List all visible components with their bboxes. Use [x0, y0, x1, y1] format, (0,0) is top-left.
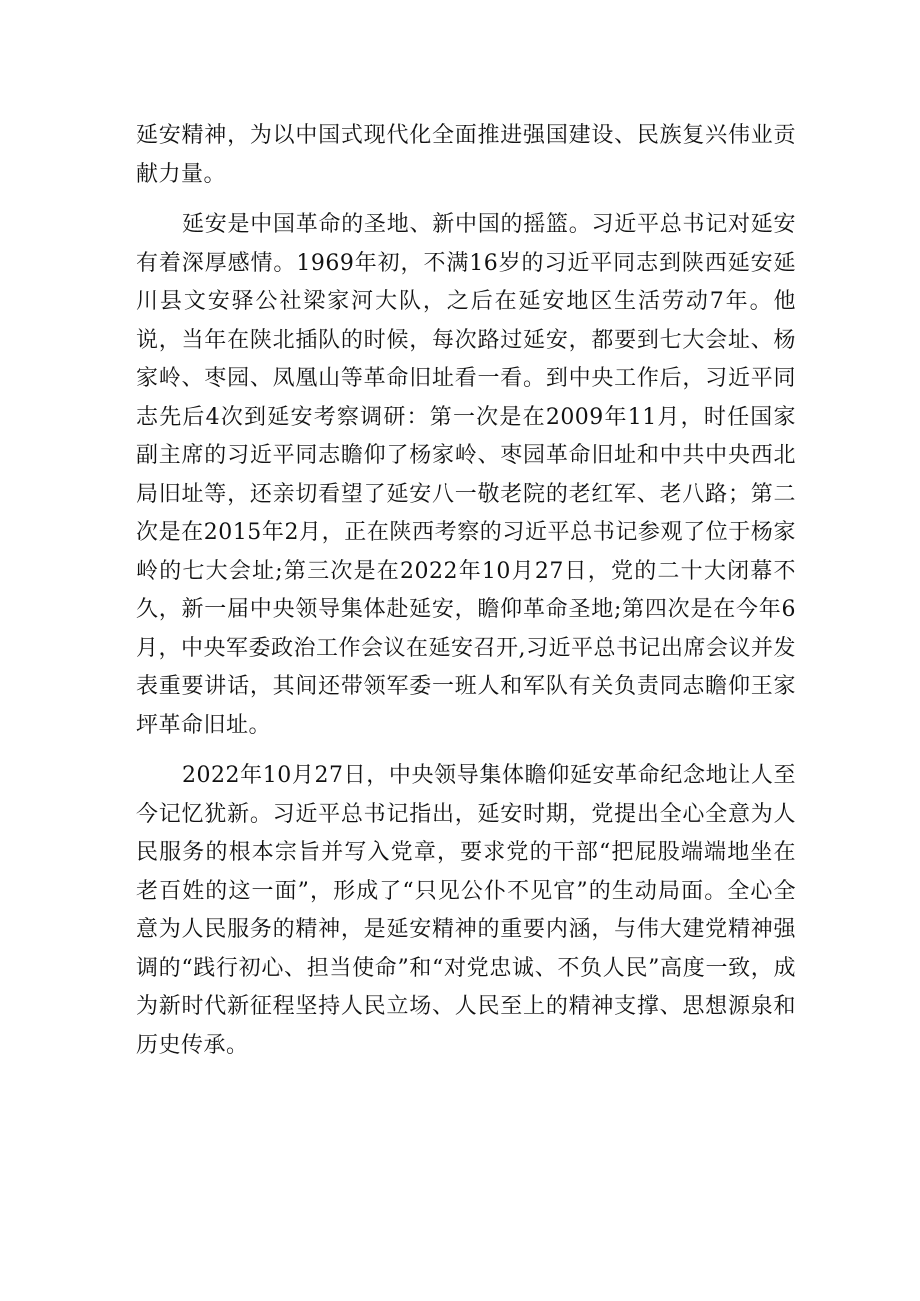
- paragraph-yanan-history: 延安是中国革命的圣地、新中国的摇篮。习近平总书记对延安有着深厚感情。1969年初，不满16岁的习近平同志到陕西延安延川县文安驿公社梁家河大队，之后在延安地区生活劳动7年。他说，当年在陕北插队的时候，每次路过延安，都要到七大会址、杨家岭、枣园、凤凰山等革命旧址看一看。到中央工作后，习近平同志先后4次到延安考察调研：第一次是在2009年11月，时任国家副主席的习近平同志瞻仰了杨家岭、枣园革命旧址和中共中央西北局旧址等，还亲切看望了延安八一敬老院的老红军、老八路；第二次是在2015年2月，正在陕西考察的习近平总书记参观了位于杨家岭的七大会址;第三次是在2022年10月27日，党的二十大闭幕不久，新一届中央领导集体赴延安，瞻仰革命圣地;第四次是在今年6月，中央军委政治工作会议在延安召开,习近平总书记出席会议并发表重要讲话，其间还带领军委一班人和军队有关负责同志瞻仰王家坪革命旧址。: [136, 212, 796, 738]
- paragraph-continuation: 延安精神，为以中国式现代化全面推进强国建设、民族复兴伟业贡献力量。: [136, 123, 796, 187]
- document-body: [136, 117, 796, 1065]
- paragraph-people-service: 2022年10月27日，中央领导集体瞻仰延安革命纪念地让人至今记忆犹新。习近平总书记指出，延安时期，党提出全心全意为人民服务的根本宗旨并写入党章，要求党的干部“把屁股端端地坐在老百姓的这一面”，形成了“只见公仆不见官”的生动局面。全心全意为人民服务的精神，是延安精神的重要内涵，与伟大建党精神强调的“践行初心、担当使命”和“对党忠诚、不负人民”高度一致，成为新时代新征程坚持人民立场、人民至上的精神支撑、思想源泉和历史传承。: [136, 763, 796, 1058]
